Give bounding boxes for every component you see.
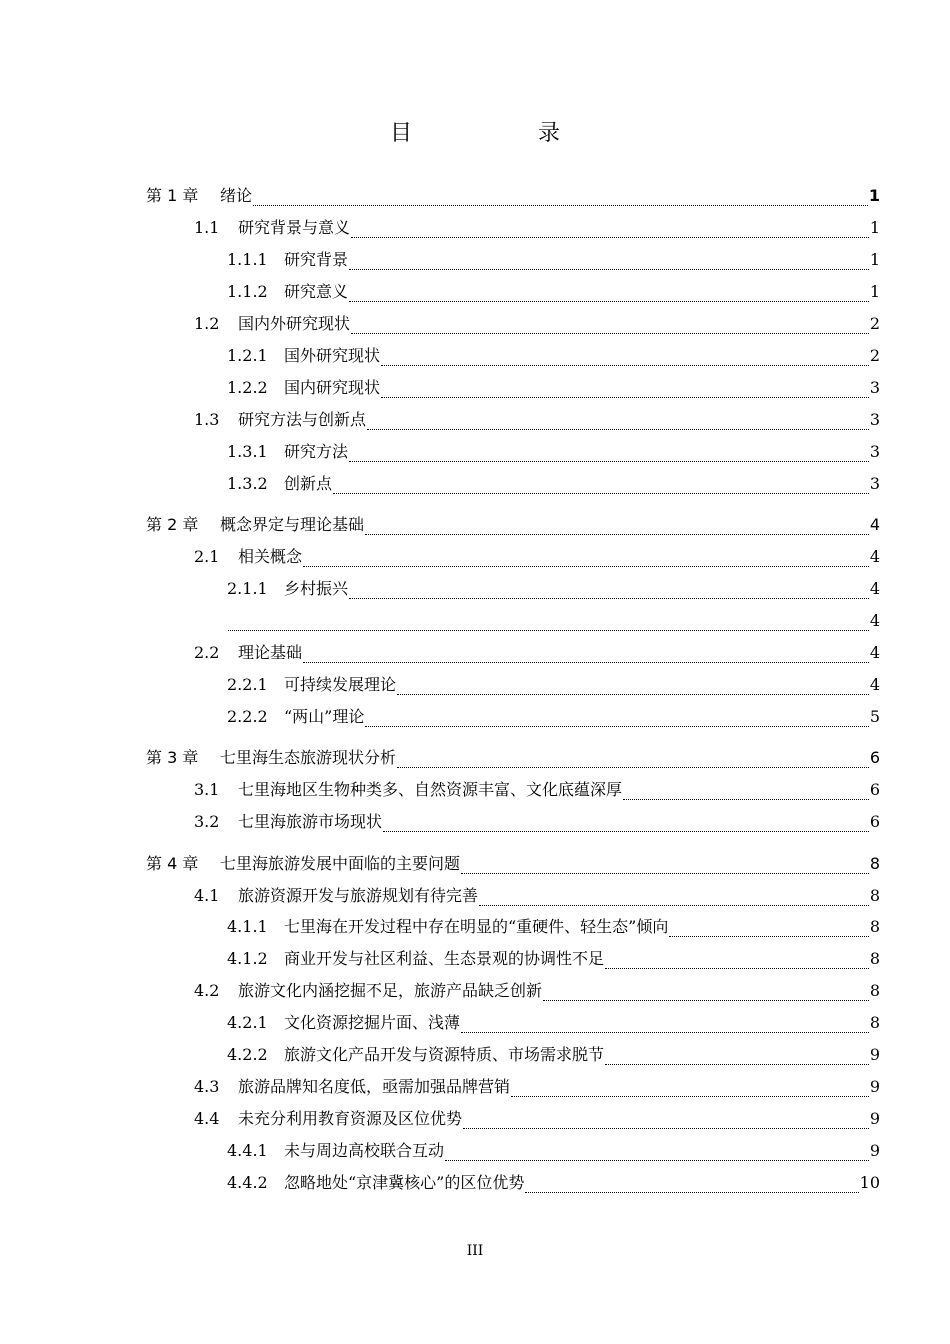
leader-dots (397, 680, 869, 695)
entry-page: 9 (869, 1077, 880, 1096)
leader-dots (367, 415, 869, 430)
leader-dots (511, 1082, 869, 1097)
toc-title: 目 录 (389, 121, 612, 146)
entry-label: 文化资源挖掘片面、浅薄 (284, 1013, 461, 1032)
toc-entry-1-3-1[interactable] (227, 441, 880, 463)
entry-number: 4.1.2 (227, 949, 268, 968)
toc-entry-4-4[interactable] (194, 1108, 880, 1130)
leader-dots (228, 616, 869, 631)
entry-number: 4.4.2 (227, 1173, 268, 1192)
entry-page: 4 (869, 643, 880, 662)
entry-label: 乡村振兴 (284, 579, 349, 598)
toc-entry-2-2-1[interactable] (227, 674, 880, 696)
entry-page: 5 (869, 707, 880, 726)
entry-page: 8 (869, 854, 880, 873)
toc-entry-1-2[interactable] (194, 313, 880, 335)
toc-entry-chapter-1[interactable] (146, 185, 880, 207)
leader-dots (381, 383, 869, 398)
toc-entry-2-1-1[interactable] (227, 578, 880, 600)
entry-label: 旅游资源开发与旅游规划有待完善 (238, 886, 479, 905)
entry-page: 4 (869, 675, 880, 694)
toc-entry-3-1[interactable] (194, 779, 880, 801)
leader-dots (333, 479, 869, 494)
toc-entry-1-3-2[interactable] (227, 473, 880, 495)
leader-dots (365, 520, 869, 535)
entry-number: 2.2.2 (227, 707, 268, 726)
entry-label: 国外研究现状 (284, 346, 381, 365)
entry-number: 2.2 (194, 643, 220, 662)
entry-number: 2.2.1 (227, 675, 268, 694)
entry-number: 4.1.1 (227, 917, 268, 936)
toc-entry-4-1[interactable] (194, 885, 880, 907)
leader-dots (525, 1178, 858, 1193)
toc-entry-1-2-2[interactable] (227, 377, 880, 399)
entry-label: 七里海地区生物种类多、自然资源丰富、文化底蕴深厚 (238, 780, 623, 799)
entry-page: 1 (869, 218, 880, 237)
entry-label: 商业开发与社区利益、生态景观的协调性不足 (284, 949, 605, 968)
entry-number: 4.4 (194, 1109, 220, 1128)
toc-entry-2-1[interactable] (194, 546, 880, 568)
leader-dots (303, 552, 869, 567)
entry-label: 旅游文化内涵挖掘不足，旅游产品缺乏创新 (238, 981, 543, 1000)
leader-dots (463, 1114, 869, 1129)
entry-label: 未充分利用教育资源及区位优势 (238, 1109, 463, 1128)
entry-page: 4 (869, 515, 880, 534)
entry-number: 1.3 (194, 410, 220, 429)
entry-page: 6 (869, 748, 880, 767)
leader-dots (623, 785, 869, 800)
entry-label: 研究方法 (284, 442, 349, 461)
entry-label: 七里海生态旅游现状分析 (220, 748, 397, 767)
toc-entry-4-4-1[interactable] (227, 1140, 880, 1162)
leader-dots (351, 223, 869, 238)
leader-dots (349, 287, 869, 302)
entry-number: 4.2.2 (227, 1045, 268, 1064)
leader-dots (349, 447, 869, 462)
entry-page: 1 (869, 282, 880, 301)
toc-entry-chapter-3[interactable] (146, 747, 880, 769)
entry-number: 2.1 (194, 547, 220, 566)
entry-label: 忽略地处“京津冀核心”的区位优势 (284, 1173, 525, 1192)
entry-page: 8 (869, 917, 880, 936)
leader-dots (461, 1018, 869, 1033)
entry-page: 8 (869, 981, 880, 1000)
leader-dots (365, 712, 868, 727)
entry-number: 第 1 章 (146, 186, 199, 205)
entry-number: 2.1.1 (227, 579, 268, 598)
leader-dots (461, 859, 869, 874)
entry-label: 七里海旅游市场现状 (238, 812, 383, 831)
toc-entry-4-4-2[interactable] (227, 1172, 880, 1194)
entry-label: 研究方法与创新点 (238, 410, 367, 429)
entry-label: 旅游文化产品开发与资源特质、市场需求脱节 (284, 1045, 605, 1064)
entry-page: 4 (869, 547, 880, 566)
entry-label: 国内外研究现状 (238, 314, 351, 333)
entry-page: 2 (869, 314, 880, 333)
toc-entry-4-1-1[interactable] (227, 916, 880, 938)
entry-page: 3 (869, 474, 880, 493)
entry-page: 1 (869, 250, 880, 269)
entry-number: 第 3 章 (146, 748, 199, 767)
entry-label: “两山”理论 (284, 707, 365, 726)
toc-entry-4-2-1[interactable] (227, 1012, 880, 1034)
entry-page: 9 (869, 1045, 880, 1064)
entry-page: 3 (869, 378, 880, 397)
entry-number: 1.2.2 (227, 378, 268, 397)
leader-dots (381, 351, 869, 366)
toc-entry-2-2-2[interactable] (227, 706, 880, 728)
entry-number: 3.1 (194, 780, 220, 799)
entry-page: 6 (869, 812, 880, 831)
leader-dots (605, 1050, 869, 1065)
entry-page: 3 (869, 442, 880, 461)
toc-entry-4-3[interactable] (194, 1076, 880, 1098)
entry-label: 绪论 (220, 186, 253, 205)
toc-entry-2-2[interactable] (194, 642, 880, 664)
leader-dots (543, 986, 869, 1001)
leader-dots (351, 319, 869, 334)
entry-label: 未与周边高校联合互动 (284, 1141, 445, 1160)
entry-number: 4.2 (194, 981, 220, 1000)
entry-page: 6 (869, 780, 880, 799)
entry-label: 概念界定与理论基础 (220, 515, 365, 534)
entry-number: 第 4 章 (146, 854, 199, 873)
leader-dots (349, 584, 869, 599)
entry-number: 4.4.1 (227, 1141, 268, 1160)
leader-dots (479, 891, 869, 906)
entry-page: 4 (869, 579, 880, 598)
toc-entry-4-2-2[interactable] (227, 1044, 880, 1066)
leader-dots (397, 753, 869, 768)
entry-number: 1.1.1 (227, 250, 268, 269)
entry-number: 1.2 (194, 314, 220, 333)
entry-page: 8 (869, 949, 880, 968)
entry-page: 3 (869, 410, 880, 429)
leader-dots (445, 1146, 869, 1161)
leader-dots (349, 255, 869, 270)
toc-entry-1-1[interactable] (194, 217, 880, 239)
leader-dots (253, 191, 868, 206)
entry-number: 1.3.2 (227, 474, 268, 493)
toc-entry-4-2[interactable] (194, 980, 880, 1002)
entry-number: 4.2.1 (227, 1013, 268, 1032)
leader-dots (303, 648, 869, 663)
entry-number: 3.2 (194, 812, 220, 831)
leader-dots (669, 922, 868, 937)
toc-entry-1-2-1[interactable] (227, 345, 880, 367)
toc-entry-4-1-2[interactable] (227, 948, 880, 970)
entry-number: 1.1 (194, 218, 220, 237)
entry-number: 1.2.1 (227, 346, 268, 365)
leader-dots (605, 954, 869, 969)
entry-number: 4.1 (194, 886, 220, 905)
entry-number: 1.3.1 (227, 442, 268, 461)
entry-page: 8 (869, 1013, 880, 1032)
entry-label: 国内研究现状 (284, 378, 381, 397)
entry-label: 研究背景与意义 (238, 218, 351, 237)
entry-label: 相关概念 (238, 547, 303, 566)
entry-page: 10 (859, 1173, 880, 1192)
entry-label: 七里海旅游发展中面临的主要问题 (220, 854, 461, 873)
entry-label: 研究背景 (284, 250, 349, 269)
entry-number: 第 2 章 (146, 515, 199, 534)
entry-page: 4 (869, 611, 880, 630)
entry-label: 创新点 (284, 474, 333, 493)
toc-entry-chapter-2[interactable] (146, 514, 880, 536)
toc-entry-2-1-blank[interactable] (227, 610, 880, 632)
entry-label: 研究意义 (284, 282, 349, 301)
entry-label: 可持续发展理论 (284, 675, 397, 694)
entry-number: 1.1.2 (227, 282, 268, 301)
entry-page: 9 (869, 1109, 880, 1128)
entry-page: 2 (869, 346, 880, 365)
leader-dots (383, 817, 869, 832)
entry-page: 9 (869, 1141, 880, 1160)
entry-page: 1 (868, 186, 880, 205)
toc-entry-1-1-2[interactable] (227, 281, 880, 303)
toc-entry-1-3[interactable] (194, 409, 880, 431)
entry-label: 理论基础 (238, 643, 303, 662)
page-number: III (466, 1243, 484, 1259)
entry-label: 旅游品牌知名度低，亟需加强品牌营销 (238, 1077, 511, 1096)
entry-page: 8 (869, 886, 880, 905)
toc-entry-3-2[interactable] (194, 811, 880, 833)
toc-entry-chapter-4[interactable] (146, 853, 880, 875)
entry-number: 4.3 (194, 1077, 220, 1096)
entry-label: 七里海在开发过程中存在明显的“重硬件、轻生态”倾向 (284, 917, 669, 936)
toc-entry-1-1-1[interactable] (227, 249, 880, 271)
